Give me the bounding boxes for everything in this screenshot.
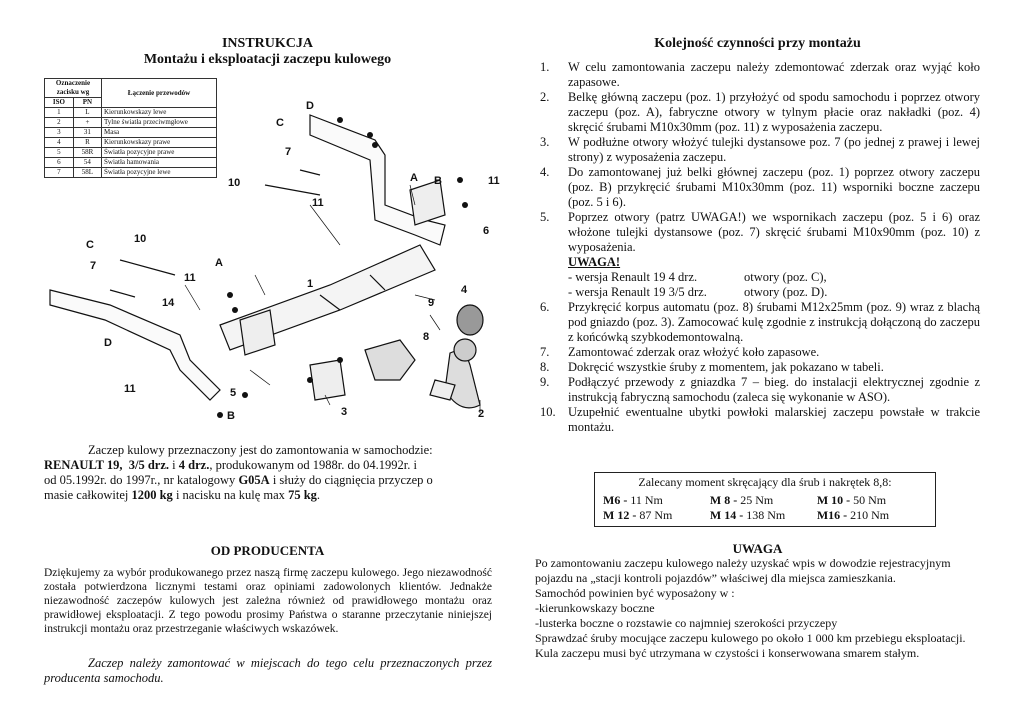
- step-text: W podłużne otwory włożyć tulejki dystansowe poz. 7 (po jednej z prawej i lewej strony) z wyposażenia zaczepu.: [568, 135, 980, 164]
- wire-iso: 4: [45, 138, 74, 148]
- desc-car2: 3/5 drz.: [128, 458, 170, 472]
- step-item: [540, 165, 980, 210]
- wire-iso: 2: [45, 118, 74, 128]
- label-C-left: C: [86, 239, 94, 251]
- label-11-top: 11: [312, 197, 324, 209]
- warning-line: Kula zaczepu musi być utrzymana w czystości i konserwowana smarem stałym.: [535, 646, 920, 660]
- instruction-subtitle: Montażu i eksploatacji zaczepu kulowego: [143, 52, 392, 67]
- step-number: 8.: [540, 360, 550, 374]
- torque-value: 87 Nm: [636, 508, 673, 522]
- label-B-right: B: [434, 175, 442, 187]
- step-item: [540, 300, 980, 345]
- label-9: 9: [428, 297, 435, 309]
- step-text: Podłączyć przewody z gniazdka 7 – bieg. do instalacji elektrycznej zgodnie z instrukcją fabryczną samochodu (zaleca się wykonanie w ASO).: [568, 375, 980, 404]
- step-item: [540, 90, 980, 135]
- warning-text: [535, 556, 983, 661]
- step-number: 9.: [540, 375, 550, 389]
- wire-desc: Kierunkowskazy lewe: [102, 108, 217, 118]
- step-text: W celu zamontowania zaczepu należy zdemontować zderzak oraz wyjąć koło zapasowe.: [568, 60, 980, 89]
- socket-plate: [310, 360, 345, 400]
- label-10-left: 10: [134, 233, 147, 245]
- label-3: 3: [341, 406, 348, 418]
- step-text: Uzupełnić ewentualne ubytki powłoki malarskiej zaczepu powstałe w trakcie montażu.: [568, 405, 980, 434]
- desc-dates2: od 05.1992r. do 1997r., nr katalogowy: [44, 473, 236, 487]
- wire-iso: 7: [45, 168, 74, 178]
- warning-line: -lusterka boczne o rozstawie co najmniej szerokości przyczepy: [535, 616, 838, 630]
- desc-car: RENAULT 19,: [44, 458, 123, 472]
- th-pn: PN: [73, 98, 101, 108]
- desc-purpose: i służy do ciągnięcia przyczep o: [272, 473, 433, 487]
- desc-line1: Zaczep kulowy przeznaczony jest do zamontowania w samochodzie:: [88, 443, 433, 457]
- wire-desc: Masa: [102, 128, 217, 138]
- desc-car3: 4 drz.: [178, 458, 210, 472]
- torque-cell: [817, 508, 924, 523]
- torque-size: M16 -: [816, 508, 848, 522]
- step-text: Do zamontowanej już belki głównej zaczepu (poz. 1) poprzez otwory zaczepu (poz. B) przykręcić śrubami M10x30mm (poz. 11) wsporniki boczne zaczepu (poz. 5 i 6).: [568, 165, 980, 209]
- torque-value: 138 Nm: [743, 508, 786, 522]
- label-7-left: 7: [90, 260, 97, 272]
- desc-load-label: i nacisku na kulę max: [175, 488, 285, 502]
- desc-i: i: [172, 458, 176, 472]
- label-14: 14: [162, 297, 175, 309]
- th-iso: ISO: [45, 98, 74, 108]
- torque-size: M6 -: [603, 493, 628, 507]
- desc-load: 75 kg: [288, 488, 317, 502]
- torque-value: 210 Nm: [847, 508, 890, 522]
- step-item: [540, 135, 980, 165]
- desc-mass: 1200 kg: [131, 488, 173, 502]
- wire-iso: 3: [45, 128, 74, 138]
- step-number: 4.: [540, 165, 550, 179]
- torque-cell: [603, 508, 710, 523]
- step-text: Zamontować zderzak oraz włożyć koło zapasowe.: [568, 345, 820, 359]
- label-10-top: 10: [228, 177, 241, 189]
- warning-line: Po zamontowaniu zaczepu kulowego należy uzyskać wpis w dowodzie rejestracyjnym pojazdu na „stacji kontroli pojazdów” właściwej dla miejsca zamieszkania.: [535, 556, 951, 585]
- torque-row: [603, 508, 927, 523]
- label-D-left: D: [104, 337, 112, 349]
- label-8: 8: [423, 331, 430, 343]
- assembly-title: Kolejność czynności przy montażu: [654, 36, 861, 51]
- step-number: 2.: [540, 90, 550, 104]
- label-11-right: 11: [488, 175, 500, 187]
- label-A-left: A: [215, 257, 223, 269]
- step-item: [540, 345, 980, 360]
- wire-desc: Kierunkowskazy prawe: [102, 138, 217, 148]
- step-text: Poprzez otwory (patrz UWAGA!) we wspornikach zaczepu (poz. 5 i 6) oraz włożone tulejki dystansowe (poz. 7) skręcić śrubami M10x90mm (poz. 10) z wyposażenia.: [568, 210, 980, 254]
- torque-row: [603, 493, 927, 508]
- right-bracket: [310, 115, 445, 245]
- torque-value: 25 Nm: [737, 493, 774, 507]
- torque-title: Zalecany moment skręcający dla śrub i nakrętek 8,8:: [638, 475, 892, 489]
- torque-value: 11 Nm: [627, 493, 663, 507]
- uwaga-version: - wersja Renault 19 3/5 drz.: [568, 285, 707, 299]
- step-text: Belkę główną zaczepu (poz. 1) przyłożyć od spodu samochodu i poprzez otwory zaczepu (poz. A), fabryczne otwory w tylnym płacie oraz nakładki (poz. 4) skręcić śrubami M10x30mm (poz. 11) z wyposażenia zaczepu.: [568, 90, 980, 134]
- warning-title: UWAGA: [732, 541, 783, 556]
- torque-size: M 12 -: [603, 508, 637, 522]
- label-B-bottom: B: [227, 410, 235, 422]
- assembly-steps: [540, 60, 980, 435]
- uwaga-block: [540, 255, 980, 300]
- label-A-right: A: [410, 172, 418, 184]
- th-oznaczenie: Oznaczenie zacisku wg: [45, 79, 102, 98]
- desc-mass-label: masie całkowitej: [44, 488, 129, 502]
- warning-line: Sprawdzać śruby mocujące zaczepu kulowego po około 1 000 km przebiegu eksploatacji.: [535, 631, 966, 645]
- wire-iso: 6: [45, 158, 74, 168]
- wire-desc: Światła pozycyjne prawe: [102, 148, 217, 158]
- label-D-top: D: [306, 100, 314, 112]
- step-item: [540, 375, 980, 405]
- torque-size: M 8 -: [709, 493, 738, 507]
- uwaga-line: [568, 285, 980, 300]
- wire-pn: 58R: [73, 148, 101, 158]
- wire-pn: 58L: [73, 168, 101, 178]
- torque-cell: [603, 493, 710, 508]
- wire-iso: 1: [45, 108, 74, 118]
- torque-size: M 10 -: [816, 493, 851, 507]
- warning-line: -kierunkowskazy boczne: [535, 601, 655, 615]
- step-number: 5.: [540, 210, 550, 224]
- label-11-bottom: 11: [124, 383, 136, 395]
- instruction-title: INSTRUKCJA: [221, 36, 313, 51]
- wire-pn: L: [73, 108, 101, 118]
- wire-desc: Tylne światła przeciwmgłowe: [102, 118, 217, 128]
- label-1: 1: [307, 278, 314, 290]
- label-4: 4: [461, 284, 468, 296]
- label-11-left: 11: [184, 272, 196, 284]
- uwaga-holes: otwory (poz. D).: [744, 285, 828, 299]
- wire-pn: R: [73, 138, 101, 148]
- ball-cap: [457, 305, 483, 335]
- uwaga-version: - wersja Renault 19 4 drz.: [568, 270, 698, 284]
- wire-desc: Światła pozycyjne lewe: [102, 168, 217, 178]
- tow-ball: [454, 339, 476, 361]
- warning-line: Samochód powinien być wyposażony w :: [535, 586, 735, 600]
- product-description: [44, 443, 492, 503]
- uwaga-line: [568, 270, 980, 285]
- step-item: [540, 210, 980, 255]
- torque-value: 50 Nm: [850, 493, 887, 507]
- desc-catalog: G05A: [238, 473, 270, 487]
- step-item: [540, 360, 980, 375]
- towbar-diagram: [40, 95, 500, 425]
- torque-cell: [710, 508, 817, 523]
- torque-cell: [710, 493, 817, 508]
- desc-dates1: , produkowanym od 1988r. do 04.1992r. i: [209, 458, 417, 472]
- wire-pn: +: [73, 118, 101, 128]
- torque-box: [594, 472, 936, 527]
- wire-iso: 5: [45, 148, 74, 158]
- torque-cell: [817, 493, 924, 508]
- producer-italic: Zaczep należy zamontować w miejscach do tego celu przeznaczonych przez producenta samochodu.: [44, 656, 492, 685]
- label-7-top: 7: [285, 146, 292, 158]
- label-C-top: C: [276, 117, 284, 129]
- producer-text: Dziękujemy za wybór produkowanego przez naszą firmę zaczepu kulowego. Jego niezawodność została potwierdzona licznymi testami oraz opiniami zadowolonych klientów. Jednakże niezawodność zaczepów kulowych jest zależna również od prawidłowego montażu oraz prawidłowej eksploatacji. Z tego powodu prosimy Państwa o staranne przeczytanie niniejszej instrukcji montażu oraz przestrzeganie właściwych wskazówek.: [44, 567, 492, 635]
- torque-size: M 14 -: [709, 508, 744, 522]
- step-number: 3.: [540, 135, 550, 149]
- wire-desc: Światła hamowania: [102, 158, 217, 168]
- desc-line3: [44, 473, 492, 488]
- step-text: Dokręcić wszystkie śruby z momentem, jak pokazano w tabeli.: [568, 360, 884, 374]
- step-number: 1.: [540, 60, 550, 74]
- wire-pn: 54: [73, 158, 101, 168]
- label-2: 2: [478, 408, 485, 420]
- step-item: [540, 405, 980, 435]
- step-number: 7.: [540, 345, 550, 359]
- uwaga-label: UWAGA!: [568, 255, 621, 269]
- desc-dot: .: [316, 488, 321, 502]
- desc-line4: [44, 488, 492, 503]
- step-number: 6.: [540, 300, 550, 314]
- label-6: 6: [483, 225, 490, 237]
- step-number: 10.: [540, 405, 556, 419]
- desc-line2: [44, 458, 492, 473]
- step-item: [540, 60, 980, 90]
- wire-pn: 31: [73, 128, 101, 138]
- th-laczenie: Łączenie przewodów: [102, 79, 217, 108]
- label-5: 5: [230, 387, 237, 399]
- producer-title: OD PRODUCENTA: [210, 543, 325, 558]
- step-text: Przykręcić korpus automatu (poz. 8) śrubami M12x25mm (poz. 9) wraz z blachą pod gniazdo (poz. 3). Zamocować kulę zgodnie z instrukcją dołączoną do zaczepu z końcówką szybkodemontowalną.: [568, 300, 980, 344]
- uwaga-holes: otwory (poz. C),: [744, 270, 827, 284]
